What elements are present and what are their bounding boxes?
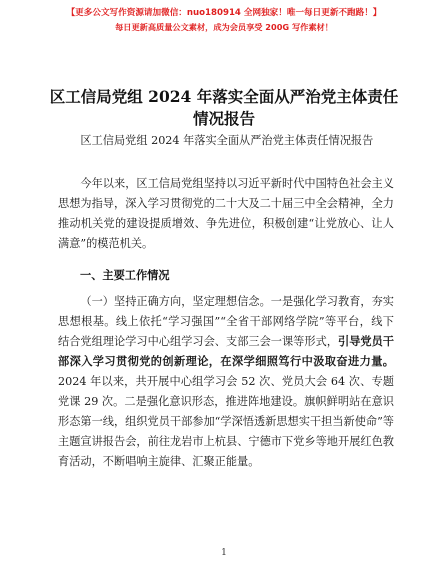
section-heading: 一、主要工作情况 bbox=[80, 269, 170, 282]
promo-line-1: 【更多公文写作资源请加微信：nuo180914 全网独家！唯一每日更新不跑路！】 bbox=[66, 8, 382, 18]
paragraph-text-part-2: 2024 年以来，共开展中心组学习会 52 次、党员大会 64 次、专题党课 29 次。二是强化意识形态，推进阵地建设。旗帜鲜明站在意识形态第一线，组织党员干部参加“学深悟透新思想实干担当新使命”等主题宣讲报告会，前往龙岩市上杭县、宁德市下党乡等地开展红色教育活动，不断唱响主旋律、汇聚正能量。 bbox=[58, 375, 394, 468]
promo-banner bbox=[0, 6, 448, 34]
document-subtitle: 区工信局党组 2024 年落实全面从严治党主体责任情况报告 bbox=[80, 134, 374, 147]
promo-line-2: 每日更新高质量公文素材，成为会员享受 200G 写作素材！ bbox=[115, 22, 333, 32]
intro-paragraph: 今年以来，区工信局党组坚持以习近平新时代中国特色社会主义思想为指导，深入学习贯彻党的二十大及二十届三中全会精神，全力推动机关党的建设提质增效、争先进位，积极创建“让党放心、让人满意”的模范机关。 bbox=[58, 177, 394, 250]
page-number: 1 bbox=[221, 548, 227, 558]
paragraph-text-part-1: （一）坚持正确方向，坚定理想信念。一是强化学习教育，夯实思想根基。线上依托“学习强国”“全省干部网络学院”等平台，线下结合党组理论学习中心组学习会、支部三会一课等形式， bbox=[58, 295, 394, 348]
paragraph-bold-text: 引导党员干部深入学习贯彻党的创新理论，在深学细照笃行中汲取奋进力量。 bbox=[58, 335, 394, 368]
body-paragraph bbox=[58, 292, 394, 472]
document-title: 区工信局党组 2024 年落实全面从严治党主体责任情况报告 bbox=[49, 87, 399, 128]
